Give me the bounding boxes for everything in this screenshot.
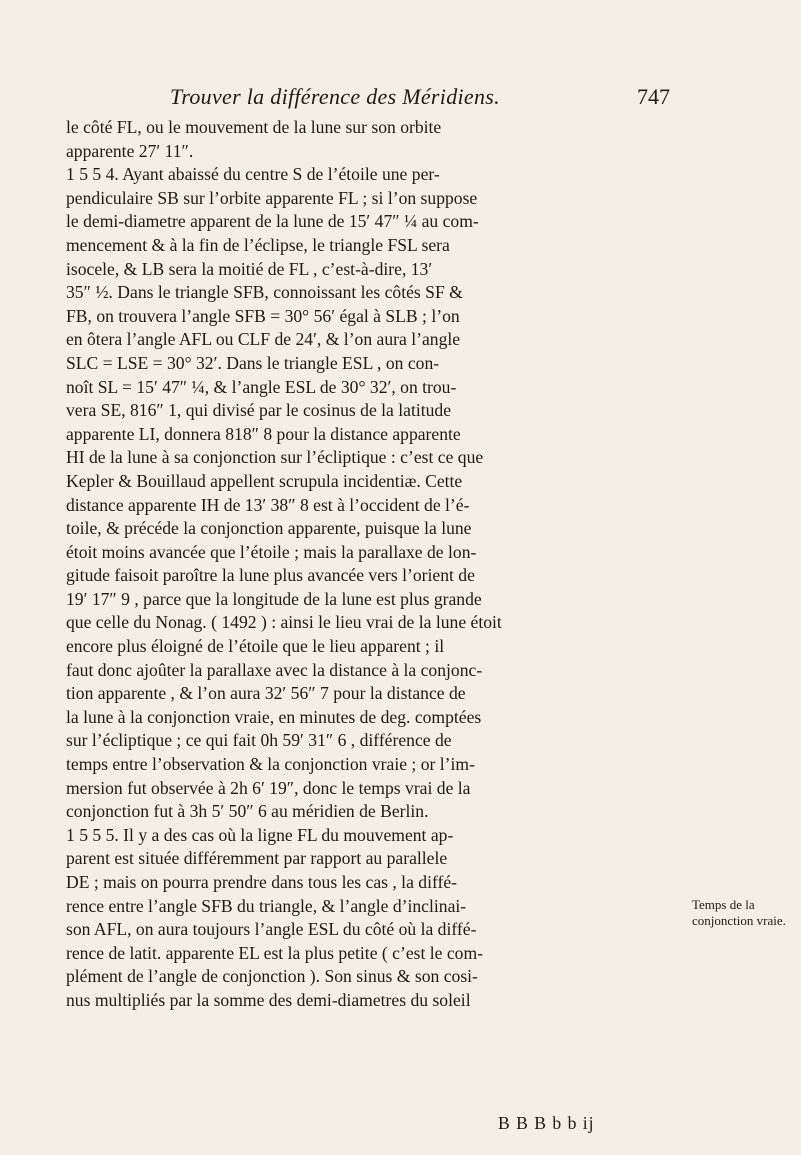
text-line: nus multipliés par la somme des demi-diametres du soleil (66, 989, 471, 1010)
text-line: noît SL = 15′ 47″ ¼, & l’angle ESL de 30° 32′, on trou- (66, 376, 457, 397)
text-line: distance apparente IH de 13′ 38″ 8 est à l’occident de l’é- (66, 494, 470, 515)
text-line: parent est située différemment par rapport au parallele (66, 848, 448, 869)
running-head: Trouver la différence des Méridiens. (170, 84, 500, 109)
margin-note-line: conjonction vraie. (692, 913, 786, 928)
text-line: apparente 27′ 11″. (66, 140, 194, 161)
text-line: tion apparente , & l’on aura 32′ 56″ 7 pour la distance de (66, 683, 466, 704)
text-line: conjonction fut à 3h 5′ 50″ 6 au méridien de Berlin. (66, 801, 429, 822)
text-line: gitude faisoit paroître la lune plus avancée vers l’orient de (66, 565, 475, 586)
text-line: 19′ 17″ 9 , parce que la longitude de la lune est plus grande (66, 588, 482, 609)
body-text (66, 116, 670, 1013)
text-line: le demi-diametre apparent de la lune de 15′ 47″ ¼ au com- (66, 211, 479, 232)
text-line: FB, on trouvera l’angle SFB = 30° 56′ égal à SLB ; l’on (66, 305, 460, 326)
text-line: le côté FL, ou le mouvement de la lune sur son orbite (66, 117, 442, 137)
text-line: toile, & précéde la conjonction apparente, puisque la lune (66, 518, 472, 539)
margin-note-line: Temps de la (692, 897, 755, 912)
text-line: 1 5 5 4. Ayant abaissé du centre S de l’étoile une per- (66, 164, 440, 185)
text-line: mersion fut observée à 2h 6′ 19″, donc le temps vrai de la (66, 777, 471, 798)
page-header (170, 84, 670, 112)
signature-mark: B B B b b ij (498, 1113, 595, 1133)
text-line: Kepler & Bouillaud appellent scrupula incidentiæ. Cette (66, 470, 463, 491)
text-line: HI de la lune à sa conjonction sur l’écliptique : c’est ce que (66, 447, 484, 468)
text-line: apparente LI, donnera 818″ 8 pour la distance apparente (66, 423, 461, 444)
text-line: la lune à la conjonction vraie, en minutes de deg. comptées (66, 706, 482, 727)
text-line: que celle du Nonag. ( 1492 ) : ainsi le lieu vrai de la lune étoit (66, 612, 502, 633)
text-line: temps entre l’observation & la conjonction vraie ; or l’im- (66, 754, 475, 775)
text-line: plément de l’angle de conjonction ). Son sinus & son cosi- (66, 966, 478, 987)
margin-note (692, 897, 796, 929)
text-line: étoit moins avancée que l’étoile ; mais la parallaxe de lon- (66, 541, 477, 562)
text-line: pendiculaire SB sur l’orbite apparente FL ; si l’on suppose (66, 187, 478, 208)
page-number: 747 (637, 84, 670, 109)
text-line: en ôtera l’angle AFL ou CLF de 24′, & l’on aura l’angle (66, 329, 461, 350)
text-line: rence entre l’angle SFB du triangle, & l’angle d’inclinai- (66, 895, 467, 916)
text-line: DE ; mais on pourra prendre dans tous les cas , la diffé- (66, 872, 458, 892)
text-line: 35″ ½. Dans le triangle SFB, connoissant les côtés SF & (66, 282, 463, 303)
text-line: 1 5 5 5. Il y a des cas où la ligne FL du mouvement ap- (66, 824, 454, 845)
text-line: sur l’écliptique ; ce qui fait 0h 59′ 31″ 6 , différence de (66, 730, 452, 751)
text-line: rence de latit. apparente EL est la plus petite ( c’est le com- (66, 942, 484, 963)
text-line: son AFL, on aura toujours l’angle ESL du côté où la diffé- (66, 919, 477, 940)
text-line: faut donc ajoûter la parallaxe avec la distance à la conjonc- (66, 659, 483, 680)
text-line: encore plus éloigné de l’étoile que le lieu apparent ; il (66, 636, 445, 657)
text-line: vera SE, 816″ 1, qui divisé par le cosinus de la latitude (66, 400, 452, 421)
text-line: isocele, & LB sera la moitié de FL , c’est-à-dire, 13′ (66, 258, 433, 279)
text-line: SLC = LSE = 30° 32′. Dans le triangle ESL , on con- (66, 352, 440, 373)
text-line: mencement & à la fin de l’éclipse, le triangle FSL sera (66, 234, 450, 255)
